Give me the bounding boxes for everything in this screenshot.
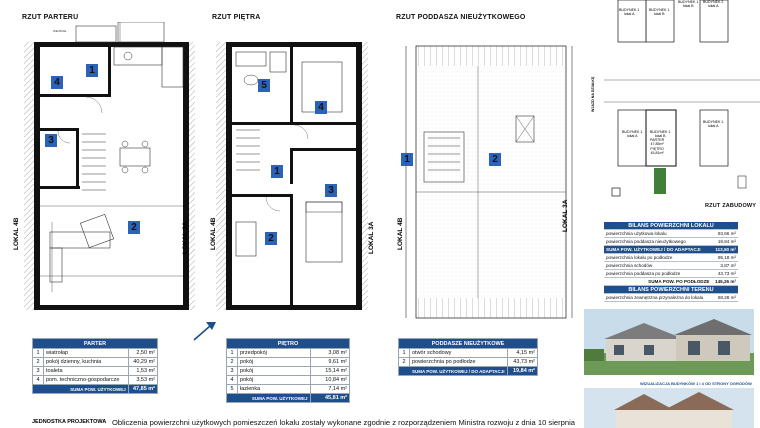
render-caption: WIZUALIZACJA BUDYNKÓW 1 i 4 OD STRONY OGRODÓW [640,381,752,386]
room-area: 43,73 m² [507,358,537,367]
table-sum-row [33,385,158,394]
floor-room-badge-3: 3 [325,184,337,197]
attic-side-label-left: LOKAL 4B [397,217,404,250]
table-row [33,349,158,358]
sum-label: SUMA POW. UŻYTKOWEJ / DO ADAPTACJI [399,367,508,376]
attic-room-table [398,338,538,376]
room-area: 4,15 m² [507,349,537,358]
attic-table-title: PODDASZE NIEUŻYTKOWE [399,339,538,349]
site-block-unit: lokal A [707,4,719,9]
balance-row [604,238,738,246]
room-area: 7,14 m² [310,385,350,394]
balance-title: BILANS POWIERZCHNI LOKALU [604,222,738,230]
floor-room-badge-5: 5 [258,79,270,92]
row-number: 2 [399,358,410,367]
balance-row [604,270,738,278]
attic-room-badge-2: 2 [489,153,501,166]
building-render-image [584,309,754,375]
balance-row [604,254,738,262]
balance-row-sum [604,278,738,286]
balance-row-value: 19,84 m² [712,238,739,246]
row-number: 2 [227,358,238,367]
balance-row [604,294,738,302]
balance-row-value: 113,50 m² [712,246,739,254]
balance-row-name: powierzchnia lokalu po podłodze [604,254,712,262]
row-number: 4 [33,376,44,385]
area-balance-table [604,222,738,302]
balance-row-name: powierzchnia zewnętrzna przynależna do lokalu [604,294,712,302]
balance-row-value: 145,26 m² [712,278,739,286]
row-number: 5 [227,385,238,394]
attic-room-badge-1: 1 [401,153,413,166]
balance-row-name: powierzchnia użytkowa lokalu [604,230,712,238]
ground-table-title: PARTER [33,339,158,349]
row-number: 1 [399,349,410,358]
row-number: 3 [227,367,238,376]
balance-row [604,262,738,270]
room-name: wiatrołap [44,349,129,358]
row-number: 1 [33,349,44,358]
site-block-name: BUDYNEK 1 [622,130,643,134]
room-area: 10,84 m² [310,376,350,385]
room-name: toaleta [44,367,129,376]
ground-room-badge-3: 3 [45,134,57,147]
room-name: pokój [238,358,311,367]
room-name: łazienka [238,385,311,394]
site-block-name: BUDYNEK 1 [678,0,699,4]
table-row [227,358,350,367]
site-block-1 [619,8,639,17]
room-area: 3,08 m² [310,349,350,358]
balance-row-name: powierzchnia poddasza po podłodze [604,270,712,278]
terrain-balance-title: BILANS POWIERZCHNI TERENU [604,286,738,294]
room-area: 1,53 m² [128,367,157,376]
site-highlight-line: PARTER [650,138,665,142]
sum-label: SUMA POW. UŻYTKOWEJ [33,385,129,394]
site-block-name: BUDYNEK 1 [649,8,670,12]
ground-entry-label: WEJŚCIE [53,29,67,33]
room-area: 3,53 m² [128,376,157,385]
sum-value: 45,81 m² [310,394,350,403]
table-row [399,358,538,367]
room-area: 2,50 m² [128,349,157,358]
ground-floor-plan [20,22,196,318]
balance-row-name: powierzchnia poddasza nieużytkowego [604,238,712,246]
north-arrow-icon [192,320,218,342]
table-sum-row [399,367,538,376]
ground-room-badge-4: 4 [51,76,63,89]
row-number: 2 [33,358,44,367]
room-name: powierzchnia po podłodze [410,358,508,367]
site-highlight-areas [650,138,664,156]
ground-room-badge-1: 1 [86,64,98,77]
site-block-name: BUDYNEK 1 [650,130,671,134]
room-area: 9,61 m² [310,358,350,367]
balance-row-value: 93,66 m² [712,230,739,238]
first-floor-plan [206,22,384,318]
ground-plan-title: RZUT PARTERU [22,14,79,21]
table-sum-row [227,394,350,403]
room-area: 40,29 m² [128,358,157,367]
room-name: otwór schodowy [410,349,508,358]
row-number: 3 [33,367,44,376]
balance-row-highlight [604,246,738,254]
attic-side-label-right: LOKAL 3A [562,199,569,232]
sum-value: 19,84 m² [507,367,537,376]
site-highlight-line: PIĘTRO [650,146,664,151]
site-block-unit: lokal B [653,12,665,17]
site-block-unit: lokal B [654,134,666,139]
footer-note: Obliczenia powierzchni użytkowych pomieszczeń lokalu zostały wykonane zgodnie z rozporządzeniem Ministra rozwoju z dnia 10 sierpnia [112,418,576,427]
site-block-unit: lokal B [682,4,694,9]
site-block-3 [703,0,723,9]
site-block-unit: lokal A [626,134,638,139]
balance-row-value: 95,18 m² [712,254,739,262]
site-block-name: BUDYNEK 2 [703,0,724,4]
table-row [33,376,158,385]
table-row [399,349,538,358]
room-name: pokój dzienny, kuchnia [44,358,129,367]
site-block-name: BUDYNEK 1 [619,8,640,12]
site-highlight-line: 47,85m² [650,142,664,147]
room-name: pokój [238,367,311,376]
room-area: 15,14 m² [310,367,350,376]
room-name: pokój [238,376,311,385]
floor-room-badge-1: 1 [271,165,283,178]
floor-table-title: PIĘTRO [227,339,350,349]
site-block-name: BUDYNEK 1 [703,120,724,124]
site-block-2 [649,8,669,17]
design-unit-label: JEDNOSTKA PROJEKTOWA [32,419,107,425]
balance-row-name: powierzchnia schodów [604,262,712,270]
attic-plan-title: RZUT PODDASZA NIEUŻYTKOWEGO [396,14,526,21]
site-block-unit: lokal A [623,12,635,17]
site-plan [584,0,760,200]
first-floor-room-table [226,338,350,403]
row-number: 4 [227,376,238,385]
row-number: 1 [227,349,238,358]
floor-room-badge-2: 2 [265,232,277,245]
balance-row-value: 68,28 m² [712,294,739,302]
balance-row-value: 3,87 m² [712,262,739,270]
site-access-road-label: WJAZD NA DZIAŁKĘ [591,76,595,112]
floor-side-label-left: LOKAL 4B [210,217,217,250]
floor-side-label-right: LOKAL 3A [368,221,375,254]
ground-floor-room-table [32,338,158,394]
balance-row [604,230,738,238]
site-plan-title: RZUT ZABUDOWY [705,203,757,209]
balance-row-value: 43,73 m² [712,270,739,278]
building-render-image-2 [584,388,754,428]
ground-side-label-left: LOKAL 4B [13,217,20,250]
table-row [227,367,350,376]
site-block-7 [678,0,698,9]
floor-room-badge-4: 4 [315,101,327,114]
site-block-unit: lokal A [707,124,719,129]
sum-label: SUMA POW. UŻYTKOWEJ [227,394,311,403]
sum-value: 47,85 m² [128,385,157,394]
room-name: pom. techniczno-gospodarcze [44,376,129,385]
room-name: przedpokój [238,349,311,358]
table-row [227,349,350,358]
ground-side-label-right: LOKAL 3A [182,221,189,254]
table-row [33,358,158,367]
floor-plan-title: RZUT PIĘTRA [212,14,261,21]
site-block-6 [703,120,723,129]
table-row [227,376,350,385]
site-highlight-line: 45,81m² [650,151,664,156]
attic-plan [394,22,580,322]
ground-room-badge-2: 2 [128,221,140,234]
table-row [33,367,158,376]
balance-row-name: SUMA POW. PO PODŁODZE [604,278,712,286]
site-block-4 [622,130,642,139]
balance-row-name: SUMA POW. UŻYTKOWEJ / DO ADAPTACJI [604,246,712,254]
table-row [227,385,350,394]
